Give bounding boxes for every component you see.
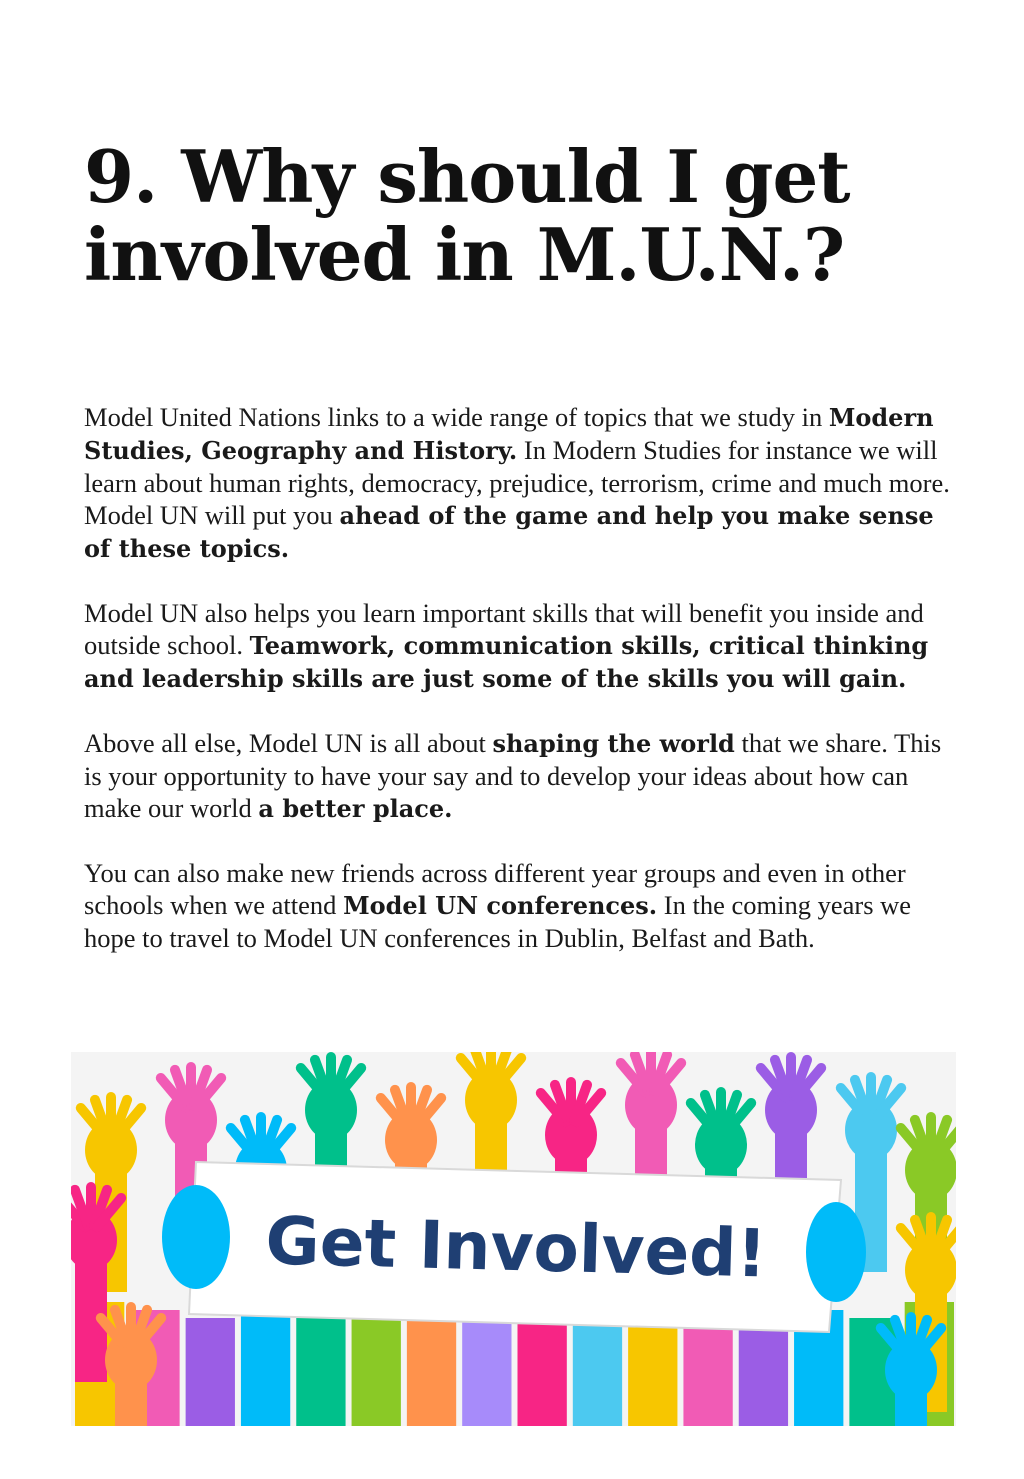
get-involved-banner	[71, 1052, 956, 1426]
paragraph-1-text: Model United Nations links to a wide range of topics that we study in	[84, 402, 829, 432]
paragraph-4	[84, 857, 964, 954]
left-holding-hand	[162, 1185, 230, 1289]
arm-stripe	[352, 1318, 401, 1426]
title-line-2: involved in M.U.N.?	[84, 212, 845, 297]
paragraph-2-text: Model UN also helps you learn important skills that will benefit you inside and outside school.	[84, 598, 924, 660]
paragraph-4-bold: Model UN conferences.	[343, 891, 658, 920]
article-body	[84, 401, 964, 986]
paragraph-3-bold: a better place.	[258, 794, 453, 823]
arm-stripe	[296, 1310, 345, 1426]
paragraph-1-bold: ahead of the game and help you make sense of these topics.	[84, 501, 934, 563]
paragraph-3-bold: shaping the world	[492, 729, 735, 758]
paragraph-3-text: that we share. This is your opportunity to have your say and to develop your ideas about how can make our world	[84, 728, 942, 823]
paragraph-4-text: In the coming years we hope to travel to Model UN conferences in Dublin, Belfast and Bath.	[84, 890, 912, 953]
sign-board	[162, 1162, 866, 1332]
arm-stripe	[518, 1318, 567, 1426]
banner-illustration	[71, 1052, 956, 1426]
arm-stripe	[683, 1318, 732, 1426]
title-line-1: 9. Why should I get	[84, 134, 850, 219]
page-title	[84, 134, 964, 297]
right-holding-hand	[806, 1202, 866, 1302]
arm-stripe	[462, 1310, 511, 1426]
paragraph-1-bold: Modern Studies, Geography and History.	[84, 403, 934, 465]
paragraph-3	[84, 727, 964, 825]
paragraph-4-text: You can also make new friends across different year groups and even in other schools when we attend	[84, 858, 906, 920]
paragraph-2-bold: Teamwork, communication skills, critical thinking and leadership skills are just some of the skills you will gain.	[84, 631, 929, 693]
arm-stripe	[241, 1302, 290, 1426]
banner-caption: Get Involved!	[264, 1202, 768, 1293]
arm-stripe	[186, 1318, 235, 1426]
paragraph-1-text: In Modern Studies for instance we will learn about human rights, democracy, prejudice, terrorism, crime and much more. Model UN will put you	[84, 435, 950, 530]
paragraph-3-text: Above all else, Model UN is all about	[84, 728, 493, 758]
paragraph-1	[84, 401, 964, 565]
paragraph-2	[84, 597, 964, 695]
